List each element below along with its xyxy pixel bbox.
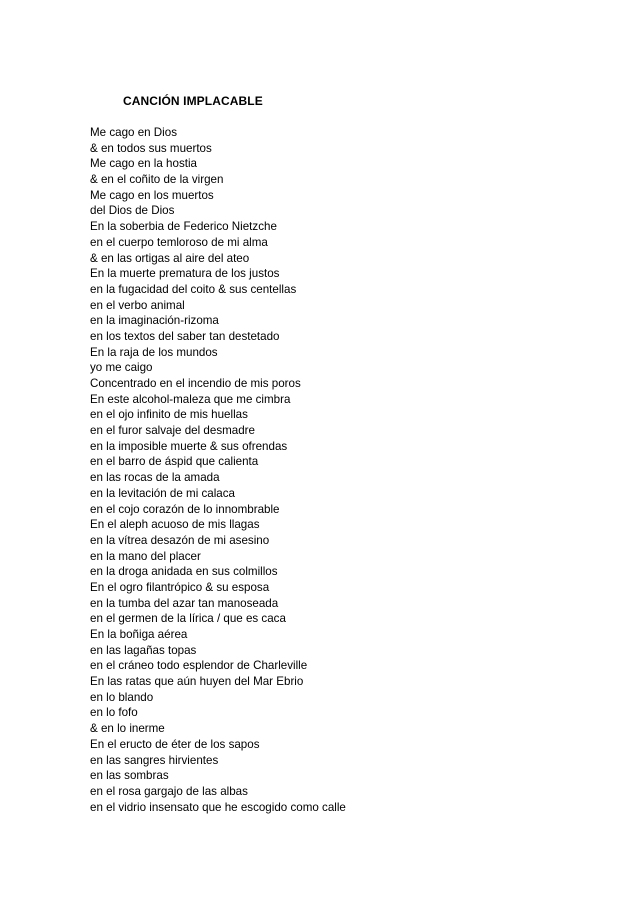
poem-line: En la boñiga aérea [90,628,188,641]
poem-line: en el furor salvaje del desmadre [90,424,255,438]
poem-line: & en todos sus muertos [90,141,212,155]
poem-line: Concentrado en el incendio de mis poros [90,377,301,390]
poem-line: Me cago en los muertos [90,188,214,202]
poem-line: En este alcohol-maleza que me cimbra [90,392,291,406]
poem-line: Me cago en la hostia [90,157,197,171]
poem-line: en lo fofo [90,706,138,720]
poem-line: en la mano del placer [90,549,201,563]
poem-line: en la vítrea desazón de mi asesino [90,533,270,547]
poem-line: en la imposible muerte & sus ofrendas [90,439,288,453]
poem-line: en el barro de áspid que calienta [90,455,259,469]
poem-line: en el vidrio insensato que he escogido como calle [90,800,346,814]
poem-line: en lo blando [90,690,154,704]
poem-line: en las sombras [90,769,169,783]
poem-line: En el aleph acuoso de mis llagas [90,518,260,532]
poem-line: En la muerte prematura de los justos [90,267,280,281]
poem-line: En el ogro filantrópico & su esposa [90,580,270,594]
poem-line: en las lagañas topas [90,643,197,657]
poem-line: & en lo inerme [90,722,165,736]
poem-line: & en las ortigas al aire del ateo [90,251,250,265]
poem-line: en el verbo animal [90,298,185,312]
poem-line: en el cuerpo temloroso de mi alma [90,235,268,249]
poem-body [90,125,346,815]
poem-line: en la imaginación-rizoma [90,314,219,328]
poem-line: Me cago en Dios [90,126,177,139]
poem-line: en el rosa gargajo de las albas [90,784,248,798]
poem-line: yo me caigo [90,361,153,375]
poem-line: en el ojo infinito de mis huellas [90,408,248,422]
poem-title: CANCIÓN IMPLACABLE [123,94,263,108]
poem-line: en los textos del saber tan destetado [90,329,280,343]
poem-line: en las sangres hirvientes [90,753,219,767]
poem-line: en la droga anidada en sus colmillos [90,565,278,579]
poem-line: del Dios de Dios [90,204,175,218]
poem-line: En el eructo de éter de los sapos [90,737,260,751]
poem-line: en el cojo corazón de lo innombrable [90,502,280,516]
poem-line: En las ratas que aún huyen del Mar Ebrio [90,675,304,689]
poem-line: en la levitación de mi calaca [90,486,236,500]
poem-line: & en el coñito de la virgen [90,173,224,187]
poem-line: en las rocas de la amada [90,471,220,485]
poem-line: en la fugacidad del coito & sus centellas [90,282,297,296]
poem-line: En la raja de los mundos [90,345,218,359]
poem-line: En la soberbia de Federico Nietzche [90,220,277,234]
poem-line: en la tumba del azar tan manoseada [90,596,279,610]
poem-line: en el germen de la lírica / que es caca [90,612,286,626]
poem-line: en el cráneo todo esplendor de Charleville [90,659,308,673]
